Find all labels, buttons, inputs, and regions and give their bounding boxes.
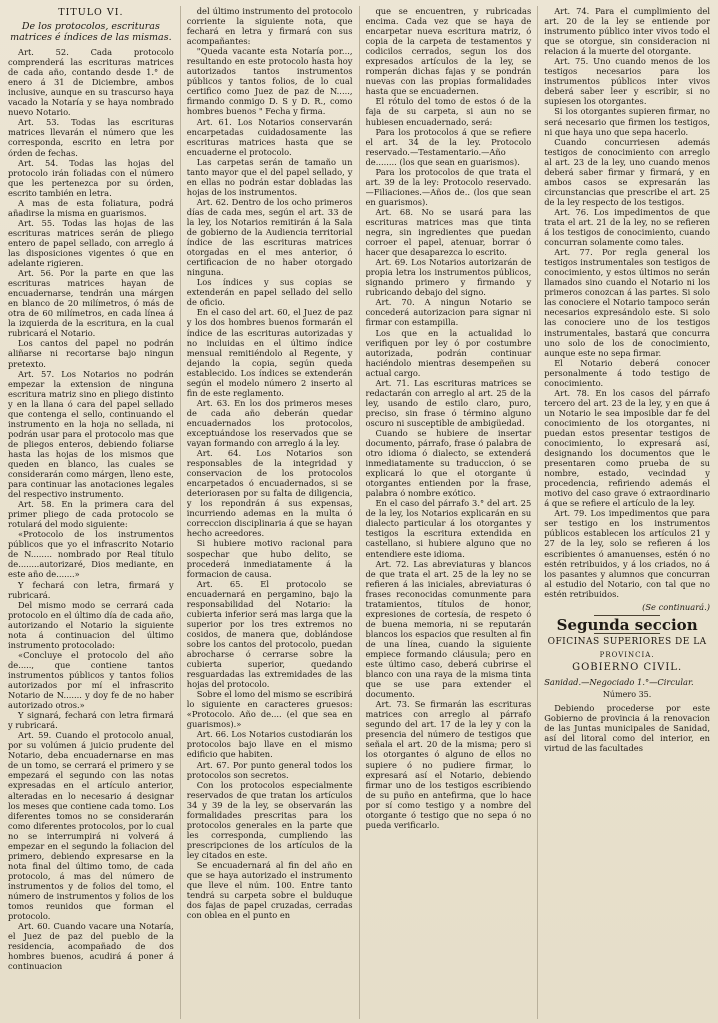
paragraph: Art. 65. El protocolo se encuadernará en pergamino, bajo la responsabilidad del Notario: la cubierta inferior será mas larga que la superior por los tres extremos no cosidos, de manera que, doblándose sobre los cantos del protocolo, puedan abrocharse ó cerrarse sobre la cubierta superior, quedando resguardadas las extremidades de las hojas del protocolo.	[186, 578, 353, 690]
paragraph: Del mismo modo se cerrará cada protocolo en el último día de cada año, autorizando el Notario la siguiente nota á continuacion del último instrumento protocolado:	[8, 599, 174, 650]
paragraph: Art. 71. Las escrituras matrices se redactarán con arreglo al art. 25 de la ley, usando de estilo claro, puro, preciso, sin frase ó término alguno oscuro ni susceptible de ambigüedad.	[365, 377, 532, 428]
column-2-text	[187, 6, 353, 920]
paragraph: Art. 75. Uno cuando menos de los testigos necesarios para los instrumentos públicos inter vivos deberá saber leer y escribir, si no supiesen los otorgantes.	[544, 56, 710, 107]
column-3-text	[366, 6, 532, 830]
paragraph: Cuando se hubiere de insertar documento, párrafo, frase ó palabra de otro idioma ó dialecto, se extenderá inmediatamente su traduccion, ó se explicará lo que el otorgante ú otorgantes entienden por la frase, palabra ó nombre exótico.	[365, 427, 532, 499]
column-4	[544, 6, 710, 1019]
paragraph: que se encuentren, y rubricadas encima. Cada vez que se haya de encarpetar nueva escritura matriz, ó copia de la carpeta de testamentos y codicilos cerrados, segun los dos expresados artículos de la ley, se romperán dichas fajas y se pondrán nuevas con las propias formalidades hasta que se encuadernen.	[365, 6, 532, 97]
paragraph: Art. 77. Por regla general los testigos instrumentales son testigos de conocimiento, y estos últimos no serán llamados sino cuando el Notario ni los primeros conozcan á las partes. Si solo las conociere el Notario tampoco serán necesarios expresándolo este. Si solo las conociere uno de los testigos instrumentales, bastará que concurra uno solo de los de conocimiento, aunque este no sepa firmar.	[544, 247, 710, 358]
continued-note: (Se continuará.)	[642, 601, 710, 612]
section-subtitle: OFICINAS SUPERIORES DE LA	[547, 636, 707, 647]
gobierno-civil-heading: GOBIERNO CIVIL.	[572, 661, 683, 673]
paragraph: Para los protocolos de que trata el art. 39 de la ley: Protocolo reservado.—Filiaciones.—Años de.. (los que sean en guarismos).	[365, 166, 532, 207]
paragraph: Las carpetas serán de tamaño un tanto mayor que el del papel sellado, y en ellas no podrán estar dobladas las hojas de los instrumentos.	[186, 156, 353, 197]
column-3	[366, 6, 539, 1019]
paragraph: Art. 67. Por punto general todos los protocolos son secretos.	[186, 759, 353, 780]
numero-line: Número 35.	[602, 690, 652, 700]
paragraph: Art. 61. Los Notarios conservarán encarpetadas cuidadosamente las escrituras matrices hasta que se encuaderne el protocolo.	[186, 116, 353, 157]
paragraph: Art. 66. Los Notarios custodiarán los protocolos bajo llave en el mismo edificio que habiten.	[186, 729, 353, 760]
paragraph: Art. 59. Cuando el protocolo anual, por su volúmen á juicio prudente del Notario, deba encuadernarse en mas de un tomo, se cerrará el primero y se empezará el segundo con las notas expresadas en el artículo anterior, alteradas en lo necesario á designar los meses que contiene cada tomo. Los diferentes tomos no se considerarán como diferentes protocolos, por lo cual no se interrumpirá ni volverá á empezar en el segundo la foliacion del primero, debiendo expresarse en la nota final del último tomo, de cada protocolo, á mas del número de instrumentos y de folios del tomo, el número de instrumentos y folios de los tomos reunidos que forman el protocolo.	[8, 730, 174, 922]
section-title: Segunda seccion	[556, 615, 698, 634]
section-subtitle-small: PROVINCIA.	[599, 650, 655, 659]
paragraph: Art. 76. Los impedimentos de que trata el art. 21 de la ley, no se refieren á los testigos de conocimiento, cuando concurran solamente como tales.	[544, 206, 710, 248]
paragraph: Y signará, fechará con letra firmará y rubricará.	[8, 710, 174, 731]
paragraph: Cuando concurriesen además testigos de conocimiento con arreglo al art. 23 de la ley, uno cuando menos deberá saber firmar y firmará, y en ambos casos se expresarán las circunstancias que prescribe el art. 25 de la ley respecto de los testigos.	[544, 136, 710, 207]
paragraph: Si hubiere motivo racional para sospechar que hubo delito, se procederá inmediatamente á la formacion de causa.	[186, 538, 353, 579]
paragraph: del último instrumento del protocolo corriente la siguiente nota, que fechará en letra y firmará con sus acompañantes:	[186, 6, 353, 47]
paragraph: El Notario deberá conocer personalmente á todo testigo de conocimiento.	[544, 357, 710, 388]
paragraph: Si los otorgantes supieren firmar, no será necesario que firmen los testigos, ni que haya uno que sepa hacerlo.	[544, 106, 710, 137]
column-2	[187, 6, 360, 1019]
paragraph: A mas de esta foliatura, podrá añadirse la misma en guarismos.	[8, 197, 174, 218]
paragraph: Art. 60. Cuando vacare una Notaría, el Juez de paz del pueblo de la residencia, acompañado de dos hombres buenos, acudirá á poner á continuacion	[8, 921, 174, 972]
paragraph: Art. 52. Cada protocolo comprenderá las escrituras matrices de cada año, contando desde 1.° de enero á 31 de Diciembre, ambos inclusive, aunque en su trascurso haya vacado la Notaría y se haya nombrado nuevo Notario.	[8, 47, 174, 118]
paragraph: Art. 72. Las abreviaturas y blancos de que trata el art. 25 de la ley no se refieren á las iniciales, abreviaturas ó frases reconocidas comunmente para tratamientos, títulos de honor, expresiones de cortesía, de respeto ó de buena memoria, ni se reputarán blancos los espacios que resulten al fin de una línea, cuando la siguiente empiece formando cláusula; pero en este último caso, deberá cubrirse el blanco con una raya de la misma tinta que se use para extender el documento.	[365, 558, 532, 700]
paragraph: Los cantos del papel no podrán aliñarse ni recortarse bajo ningun pretexto.	[8, 338, 174, 369]
section-heading: De los protocolos, escrituras matrices é índices de las mismas.	[10, 21, 172, 44]
column-1	[8, 6, 181, 1019]
paragraph: Los índices y sus copias se extenderán en papel sellado del sello de oficio.	[186, 277, 353, 308]
column-4-text	[544, 6, 710, 599]
column-1-text	[8, 47, 174, 971]
sanidad-line: Sanidad.—Negociado 1.°—Circular.	[544, 677, 694, 687]
paragraph: Art. 79. Los impedimentos que para ser testigo en los instrumentos públicos establecen los artículos 21 y 27 de la ley, solo se refieren á los escribientes ó amanuenses, estén ó no estén retribuidos, y á los criados, no á los pasantes y alumnos que concurran al estudio del Notario, con tal que no estén retribuidos.	[544, 508, 710, 599]
paragraph: Art. 69. Los Notarios autorizarán de propia letra los instrumentos públicos, signando primero y firmando y rubricando debajo del signo.	[365, 257, 532, 298]
paragraph: «Concluye el protocolo del año de....., que contiene tantos instrumentos públicos y tantos folios autorizados por mí el infrascrito Notario de N....... y doy fe de no haber autorizado otros.»	[8, 649, 174, 711]
paragraph: Art. 70. A ningun Notario se concederá autorizacion para signar ni firmar con estampilla.	[365, 297, 532, 328]
final-paragraph: Debiendo procederse por este Gobierno de provincia á la renovacion de las Juntas municipales de Sanidad, así del litoral como del interior, en virtud de las facultades	[544, 703, 710, 754]
paragraph: Art. 57. Los Notarios no podrán empezar la extension de ninguna escritura matriz sino en pliego distinto y en la llana ó cara del papel sellado que contenga el sello, continuando el instrumento en la hoja no sellada, ni podrán usar para el protocolo mas que de pliegos enteros, debiendo foliarse hasta las hojas de los mismos que queden en blanco, las cuales se considerarán como márgen, lleno este, para continuar las anotaciones legales del respectivo instrumento.	[8, 368, 174, 500]
paragraph: Art. 62. Dentro de los ocho primeros días de cada mes, según el art. 33 de la ley, los Notarios remitirán á la Sala de gobierno de la Audiencia territorial índice de las escrituras matrices otorgadas en el mes anterior, ó certificacion de no haber otorgado ninguna.	[186, 196, 353, 278]
paragraph: Art. 53. Todas las escrituras matrices llevarán el número que les corresponda, escrito en letra por órden de fechas.	[8, 117, 174, 158]
title-heading: TITULO VI.	[58, 7, 124, 18]
paragraph: Se encuadernará al fin del año en que se haya autorizado el instrumento que lleve el núm. 100. Entre tanto tendrá su carpeta sobre el bulduque dos fajas de papel cruzadas, cerradas con oblea en el punto en	[186, 859, 353, 921]
paragraph: Para los protocolos á que se refiere el art. 34 de la ley. Protocolo reservado.—Testamentario.—Año de........ (los que sean en guarismos).	[365, 126, 532, 167]
paragraph: Art. 78. En los casos del párrafo tercero del art. 23 de la ley, y en que á un Notario le sea imposible dar fe del conocimiento de los otorgantes, ni puedan estos presentar testigos de conocimiento, lo expresará así, designando los documentos que le presentaren como prueba de su nombre, estado, vecindad y procedencia, refiriendo además el motivo del caso grave ó extraordinario á que se refiere el artículo de la ley.	[544, 387, 710, 509]
paragraph: Con los protocolos especialmente reservados de que tratan los artículos 34 y 39 de la ley, se observarán las formalidades prescritas para los protocolos generales en la parte que les corresponda, cumpliendo las prescripciones de los artículos de la ley citados en este.	[186, 779, 353, 860]
paragraph: "Queda vacante esta Notaría por..., resultando en este protocolo hasta hoy autorizados tantos instrumentos públicos y tantos folios, de lo cual certifico como Juez de paz de N....., firmando conmigo D. S y D. R., como hombres buenos " Fecha y firma.	[186, 46, 353, 117]
paragraph: Art. 68. No se usará para las escrituras matrices mas que tinta negra, sin ingredientes que puedan corroer el papel, atenuar, borrar ó hacer que desaparezca lo escrito.	[365, 206, 532, 258]
paragraph: Art. 64. Los Notarios son responsables de la integridad y conservacion de los protocolos encarpetados ó encuadernados, si se deteriorasen por su falta de diligencia, y los repondrán á sus expensas, incurriendo ademas en la multa ó correccion disciplinaria á que se hayan hecho acreedores.	[186, 448, 353, 539]
paragraph: «Protocolo de los instrumentos públicos que yo el infrascrito Notario de N........ nombrado por Real título de........autorizaré, Dios mediante, en este año de.......»	[8, 529, 174, 580]
paragraph: Art. 55. Todas las hojas de las escrituras matrices serán de pliego entero de papel sellado, con arreglo á las disposiciones vigentes ó que en adelante rigieren.	[8, 217, 174, 269]
paragraph: Art. 58. En la primera cara del primer pliego de cada protocolo se rotulará del modo siguiente:	[8, 499, 174, 530]
paragraph: Los que en la actualidad lo verifiquen por ley ó por costumbre autorizada, podrán continuar haciéndolo mientras desempeñen su actual cargo.	[365, 327, 532, 378]
paragraph: Art. 54. Todas las hojas del protocolo irán foliadas con el número que les pertenezca por su órden, escrito también en letra.	[8, 157, 174, 198]
paragraph: Art. 56. Por la parte en que las escrituras matrices hayan de encuadernarse, tendrán una márgen en blanco de 20 milímetros, ó más de otra de 60 milímetros, en cada línea á la izquierda de la escritura, en la cual rubricará el Notario.	[8, 268, 174, 339]
paragraph: El rótulo del tomo de estos ó de la faja de su carpeta, si aun no se hubiesen encuadernado, será:	[365, 96, 532, 127]
paragraph: Art. 63. En los dos primeros meses de cada año deberán quedar encuadernados los protocolos, exceptuándose los reservados que se vayan formando con arreglo á la ley.	[186, 397, 353, 449]
paragraph: Y fechará con letra, firmará y rubricará.	[8, 579, 174, 600]
paragraph: Art. 73. Se firmarán las escrituras matrices con arreglo al párrafo segundo del art. 17 de la ley y con la presencia del número de testigos que señala el art. 20 de la misma; pero si los otorgantes ó alguno de ellos no supiere ó no pudiere firmar, lo expresará así el Notario, debiendo firmar uno de los testigos escribiendo de su puño en antefirma, que lo hace por sí como testigo y a nombre del otorgante ó testigo que no sepa ó no pueda verificarlo.	[365, 699, 532, 830]
paragraph: En el caso del párrafo 3.° del art. 25 de la ley, los Notarios explicarán en su dialecto particular á los otorgantes y testigos la escritura extendida en castellano, si hubiere alguno que no entendiere este idioma.	[365, 498, 532, 559]
paragraph: Art. 74. Para el cumplimiento del art. 20 de la ley se entiende por instrumento público inter vivos todo el que se otorgue, sin consideracion ni relacion á la muerte del otorgante.	[544, 6, 710, 57]
columns	[8, 6, 710, 1019]
paragraph: En el caso del art. 60, el Juez de paz y los dos hombres buenos formarán el índice de las escrituras autorizadas y no incluidas en el último índice mensual remitiéndolo al Regente, y dejando la copia, según queda establecido. Los índices se extenderán según el modelo número 2 inserto al fin de este reglamento.	[186, 307, 353, 398]
paragraph: Sobre el lomo del mismo se escribirá lo siguiente en caracteres gruesos: «Protocolo. Año de.... (el que sea en guarismos).»	[186, 689, 353, 730]
